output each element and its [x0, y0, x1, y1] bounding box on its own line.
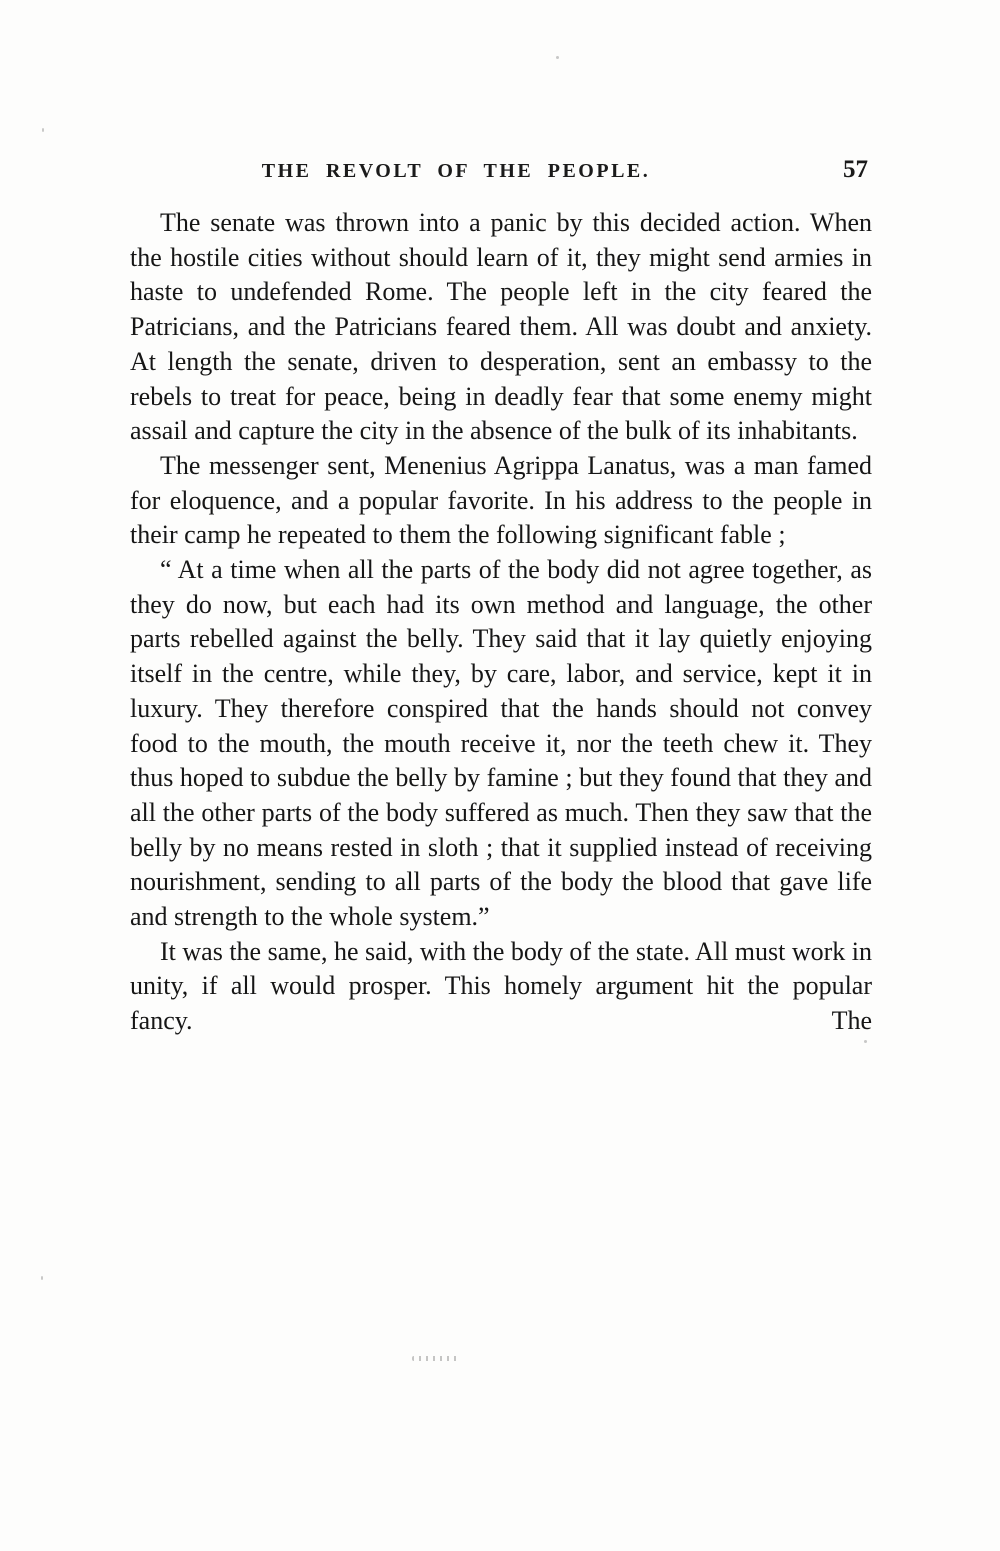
- scan-artifact: [556, 56, 559, 59]
- body-text: [130, 206, 872, 1039]
- scan-artifact: [412, 1356, 458, 1361]
- running-header: [130, 156, 872, 190]
- page-title: THE REVOLT OF THE PEOPLE.: [261, 160, 651, 182]
- scan-artifact: [864, 1040, 867, 1043]
- paragraph: It was the same, he said, with the body of the state. All must work in unity, if all would prosper. This homely argument hit the popular fancy. The: [130, 936, 872, 1036]
- scan-artifact: [41, 1276, 43, 1280]
- page-number: 57: [843, 156, 868, 183]
- scan-artifact: [42, 128, 44, 132]
- page-content: [130, 156, 872, 1039]
- paragraph: The senate was thrown into a panic by this decided action. When the hostile cities without should learn of it, they might send armies in haste to undefended Rome. The people left in the city feared the Patricians, and the Patricians feared them. All was doubt and anxiety. At length the senate, driven to desperation, sent an embassy to the rebels to treat for peace, being in deadly fear that some enemy might assail and capture the city in the absence of the bulk of its inhabitants.: [130, 208, 872, 446]
- paragraph: The messenger sent, Menenius Agrippa Lanatus, was a man famed for eloquence, and a popular favorite. In his address to the people in their camp he repeated to them the following significant fable ;: [130, 450, 872, 550]
- paragraph: “ At a time when all the parts of the body did not agree together, as they do now, but each had its own method and language, the other parts rebelled against the belly. They said that it lay quietly enjoying itself in the centre, while they, by care, labor, and service, kept it in luxury. They therefore conspired that the hands should not convey food to the mouth, the mouth receive it, nor the teeth chew it. They thus hoped to subdue the belly by famine ; but they found that they and all the other parts of the body suffered as much. Then they saw that the belly by no means rested in sloth ; that it supplied instead of receiving nourishment, sending to all parts of the body the blood that gave life and strength to the whole system.”: [130, 555, 872, 932]
